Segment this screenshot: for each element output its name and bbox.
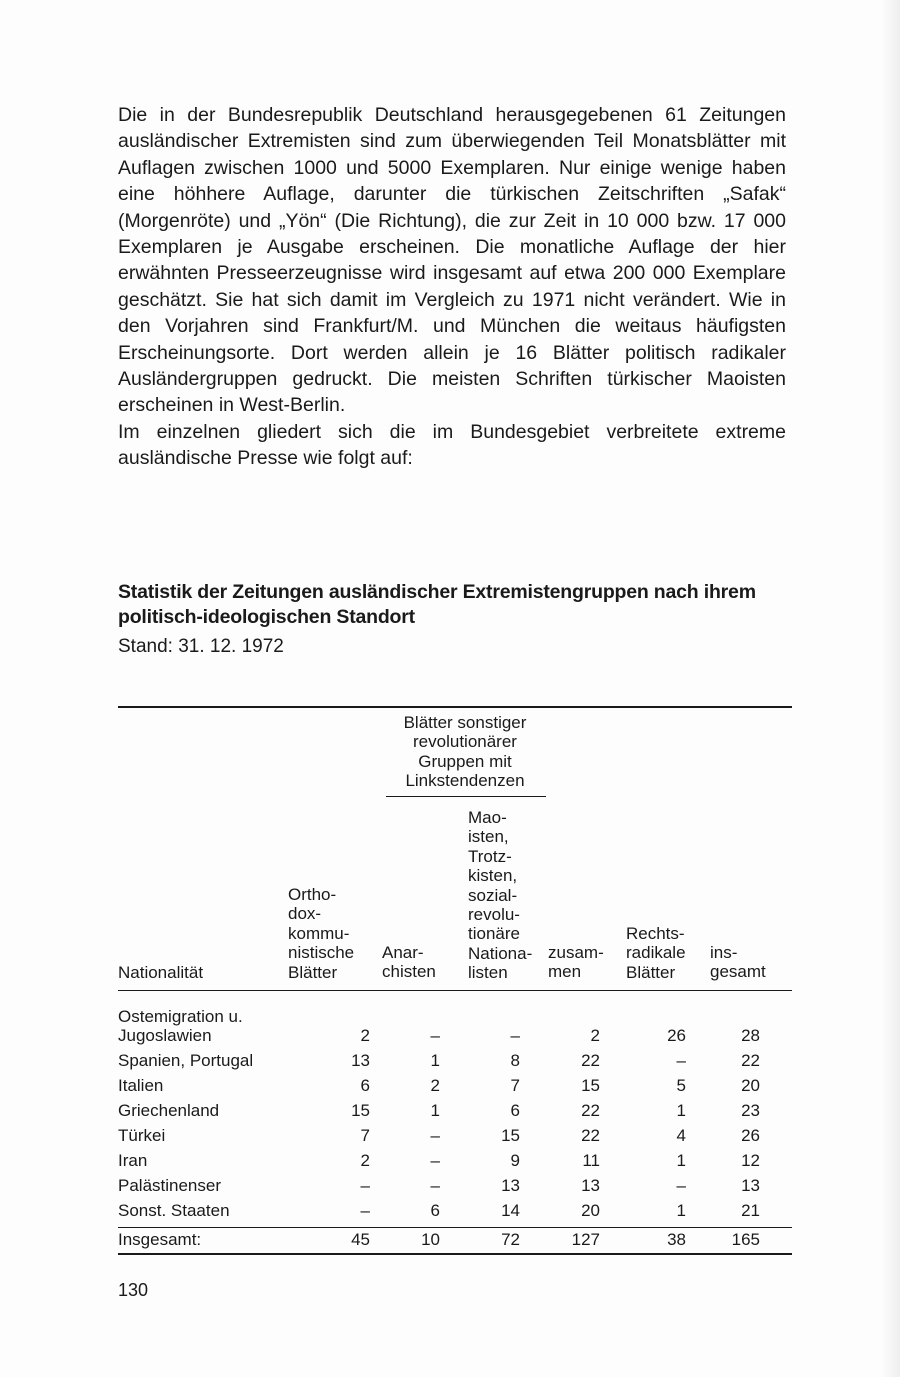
cell-right: 5: [676, 1076, 686, 1095]
table-row: [118, 1124, 778, 1148]
header-anarchists: Anar- chisten: [382, 943, 436, 982]
cell-anarchists: –: [430, 1151, 440, 1170]
cell-maoists: 14: [501, 1201, 520, 1220]
page-edge-shadow: [880, 0, 900, 1377]
cell-orthodox: 13: [351, 1051, 370, 1070]
table-row: [118, 1149, 778, 1173]
header-group-revolutionary: Blätter sonstiger revolutionärer Gruppen mit Linkstendenzen: [403, 713, 527, 791]
page-number: 130: [118, 1280, 149, 1300]
table-row: [118, 1174, 778, 1198]
table-row: [118, 1024, 778, 1048]
row-label: Iran: [118, 1151, 148, 1170]
cell-anarchists: –: [430, 1176, 440, 1195]
body-text: [118, 102, 786, 472]
cell-maoists: –: [510, 1026, 520, 1045]
cell-right: 1: [676, 1151, 686, 1170]
header-total: ins- gesamt: [710, 943, 766, 982]
cell-anarchists: –: [430, 1126, 440, 1145]
totals-orthodox: 45: [351, 1230, 370, 1249]
cell-maoists: 7: [510, 1076, 520, 1095]
row-label: Italien: [118, 1076, 164, 1095]
cell-total: 21: [741, 1201, 760, 1220]
totals-maoists: 72: [501, 1230, 520, 1249]
cell-total: 28: [741, 1026, 760, 1045]
cell-total: 26: [741, 1126, 760, 1145]
cell-anarchists: 1: [430, 1101, 440, 1120]
row-label: Palästinenser: [118, 1176, 222, 1195]
paragraph-2: Im einzelnen gliedert sich die im Bundesgebiet verbreitete extreme ausländische Presse wie folgt auf:: [118, 420, 786, 470]
totals-subtotal: 127: [571, 1230, 600, 1249]
cell-maoists: 8: [510, 1051, 520, 1070]
cell-anarchists: 6: [430, 1201, 440, 1220]
cell-subtotal: 22: [581, 1126, 600, 1145]
table-row: [118, 1049, 778, 1073]
row-label: Spanien, Portugal: [118, 1051, 254, 1070]
header-subtotal: zusam- men: [548, 943, 604, 982]
cell-right: –: [676, 1176, 686, 1195]
cell-orthodox: 6: [360, 1076, 370, 1095]
cell-right: 4: [676, 1126, 686, 1145]
header-right: Rechts- radikale Blätter: [626, 924, 686, 982]
table-date: Stand: 31. 12. 1972: [118, 636, 284, 657]
cell-anarchists: –: [430, 1026, 440, 1045]
row-label: Jugoslawien: [118, 1026, 212, 1045]
table-row: [118, 1074, 778, 1098]
cell-orthodox: 7: [360, 1126, 370, 1145]
row-label: Türkei: [118, 1126, 166, 1145]
cell-subtotal: 13: [581, 1176, 600, 1195]
header-maoists: Mao- isten, Trotz- kisten, sozial- revolu- tionäre Nationa- listen: [468, 808, 533, 983]
row-label: Griechenland: [118, 1101, 220, 1120]
table-top-rule: [118, 706, 792, 708]
table-title: Statistik der Zeitungen ausländischer Extremistengruppen nach ihrem politisch-ideologischen Standort: [118, 581, 756, 628]
cell-right: –: [676, 1051, 686, 1070]
cell-anarchists: 1: [430, 1051, 440, 1070]
cell-orthodox: –: [360, 1176, 370, 1195]
cell-subtotal: 22: [581, 1051, 600, 1070]
cell-subtotal: 11: [582, 1151, 600, 1170]
cell-right: 1: [676, 1101, 686, 1120]
header-bottom-rule: [118, 990, 792, 991]
cell-subtotal: 15: [581, 1076, 600, 1095]
cell-orthodox: 2: [360, 1151, 370, 1170]
cell-right: 26: [667, 1026, 686, 1045]
table-row: [118, 1199, 778, 1223]
row-label: Sonst. Staaten: [118, 1201, 230, 1220]
cell-total: 20: [741, 1076, 760, 1095]
cell-total: 13: [741, 1176, 760, 1195]
totals-row: [118, 1228, 778, 1252]
cell-total: 22: [741, 1051, 760, 1070]
totals-bottom-rule: [118, 1253, 792, 1255]
totals-total: 165: [731, 1230, 760, 1249]
cell-orthodox: 15: [351, 1101, 370, 1120]
cell-orthodox: 2: [360, 1026, 370, 1045]
row-label-line1: Ostemigration u.: [118, 1007, 243, 1026]
cell-maoists: 15: [501, 1126, 520, 1145]
cell-anarchists: 2: [430, 1076, 440, 1095]
cell-orthodox: –: [360, 1201, 370, 1220]
cell-subtotal: 20: [581, 1201, 600, 1220]
cell-maoists: 6: [510, 1101, 520, 1120]
cell-maoists: 9: [510, 1151, 520, 1170]
totals-label: Insgesamt:: [118, 1230, 202, 1249]
totals-anarchists: 10: [421, 1230, 440, 1249]
header-orthodox: Ortho- dox- kommu- nistische Blätter: [288, 885, 355, 982]
table-row: [118, 1099, 778, 1123]
cell-maoists: 13: [501, 1176, 520, 1195]
cell-right: 1: [676, 1201, 686, 1220]
group-header-rule: [386, 796, 546, 797]
header-nationality: Nationalität: [118, 963, 204, 982]
cell-total: 12: [741, 1151, 760, 1170]
cell-subtotal: 22: [581, 1101, 600, 1120]
cell-subtotal: 2: [590, 1026, 600, 1045]
totals-right: 38: [667, 1230, 686, 1249]
cell-total: 23: [741, 1101, 760, 1120]
paragraph-1: Die in der Bundesrepublik Deutschland herausgegebenen 61 Zeitungen ausländischer Extremisten sind zum überwiegenden Teil Monatsblätter mit Auflagen zwischen 1000 und 5000 Exemplaren. Nur einige wenige haben eine höhhere Auflage, darunter die türkischen Zeitschriften „Safak“ (Morgenröte) und „Yön“ (Die Richtung), die zur Zeit in 10 000 bzw. 17 000 Exemplaren je Ausgabe erscheinen. Die monatliche Auflage der hier erwähnten Presseerzeugnisse wird insgesamt auf etwa 200 000 Exemplare geschätzt. Sie hat sich damit im Vergleich zu 1971 nicht verändert. Wie in den Vorjahren sind Frankfurt/M. und München die weitaus häufigsten Erscheinungsorte. Dort werden allein je 16 Blätter politisch radikaler Ausländergruppen gedruckt. Die meisten Schriften türkischer Maoisten erscheinen in West-Berlin.: [118, 104, 786, 417]
